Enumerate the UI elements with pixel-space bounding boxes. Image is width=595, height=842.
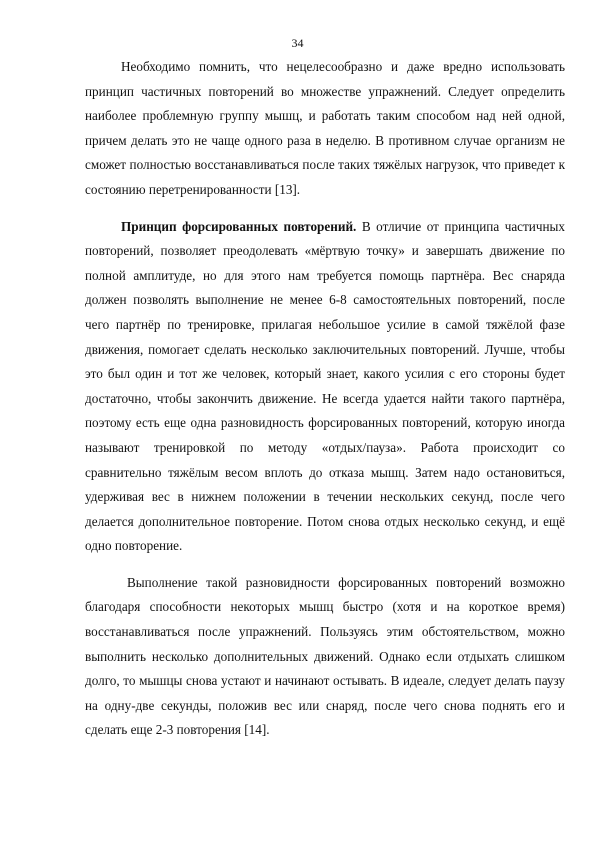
paragraph-forced-reps (85, 215, 565, 559)
paragraph-text: Необходимо помнить, что нецелесообразно и даже вредно использовать принцип частичных повторений во множестве упражнений. Следует определить наиболее проблемную группу мышц, и работать таким способом над ней одной, причем делать это не чаще одного раза в неделю. В противном случае организм не сможет полностью восстанавливаться после таких тяжёлых нагрузок, что приведет к состоянию перетренированности [13]. (85, 59, 565, 197)
document-body (85, 55, 565, 753)
paragraph-rest-pause (85, 571, 565, 743)
paragraph-partial-reps-warning (85, 55, 565, 203)
paragraph-text: Выполнение такой разновидности форсированных повторений возможно благодаря способности некоторых мышц быстро (хотя и на короткое время) восстанавливаться после упражнений. Пользуясь этим обстоятельством, можно выполнить несколько дополнительных движений. Однако если отдыхать слишком долго, то мышцы снова устают и начинают остывать. В идеале, следует делать паузу на одну-две секунды, положив вес или снаряд, после чего снова поднять его и сделать еще 2-3 повторения [14]. (85, 574, 565, 738)
page-number: 34 (291, 36, 304, 50)
paragraph-heading: Принцип форсированных повторений. (121, 218, 357, 234)
paragraph-text: В отличие от принципа частичных повторений, позволяет преодолевать «мёртвую точку» и завершать движение по полной амплитуде, но для этого нам требуется помощь партнёра. Вес снаряда должен позволять выполнение не менее 6-8 самостоятельных повторений, после чего партнёр по тренировке, прилагая небольшое усилие в самой тяжёлой фазе движения, помогает сделать несколько заключительных повторений. Лучше, чтобы это был один и тот же человек, который знает, какого усилия с его стороны будет достаточно, чтобы закончить движение. Не всегда удается найти такого партнёра, поэтому есть еще одна разновидность форсированных повторений, которую иногда называют тренировкой по методу «отдых/пауза». Работа происходит со сравнительно тяжёлым весом вплоть до отказа мышц. Затем надо остановиться, удерживая вес в нижнем положении в течении нескольких секунд, после чего делается дополнительное повторение. Потом снова отдых несколько секунд, и ещё одно повторение. (85, 218, 565, 554)
